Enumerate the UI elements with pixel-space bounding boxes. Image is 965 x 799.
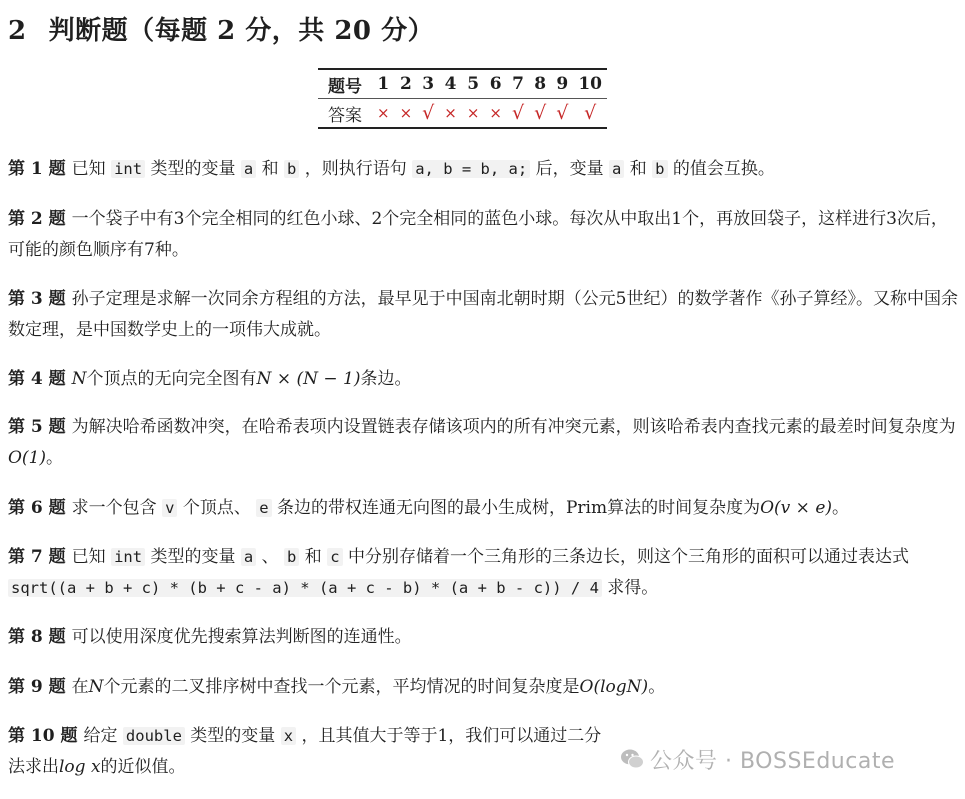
- question-text: 。: [46, 448, 64, 468]
- code-inline: a: [241, 548, 256, 566]
- question-text: 和: [624, 159, 653, 179]
- question-text: ，且其值大于等于1，我们可以通过二分法求出: [8, 726, 602, 777]
- answer-cell: √: [417, 99, 439, 129]
- question-number-cell: 9: [551, 69, 573, 99]
- code-inline: b: [284, 548, 299, 566]
- question-number-cell: 10: [573, 69, 607, 99]
- question-text: 求一个包含: [71, 498, 163, 518]
- question-number-cell: 2: [395, 69, 418, 99]
- answer-cell: √: [529, 99, 551, 129]
- question-7: [8, 542, 958, 604]
- question-number-cell: 5: [462, 69, 485, 99]
- question-number: 第 1 题: [8, 159, 66, 179]
- math-inline: N: [88, 677, 104, 697]
- answer-table-row-label: 答案: [318, 99, 372, 129]
- question-number-cell: 6: [484, 69, 507, 99]
- question-text: 。: [648, 677, 666, 697]
- question-text: ，则执行语句: [299, 159, 413, 179]
- question-text: 和: [256, 159, 285, 179]
- code-inline: b: [652, 160, 667, 178]
- code-inline: a: [241, 160, 256, 178]
- code-inline: a, b = b, a;: [412, 160, 530, 178]
- question-number-cell: 8: [529, 69, 551, 99]
- answer-cell: ×: [395, 99, 418, 129]
- question-text: 的值会互换。: [667, 159, 775, 179]
- question-text: 给定: [83, 726, 123, 746]
- question-number: 第 2 题: [8, 209, 66, 229]
- question-8: [8, 622, 958, 653]
- question-text: 个顶点的无向完全图有: [86, 369, 257, 389]
- question-text: 的近似值。: [100, 757, 186, 777]
- answer-table-header-row: [318, 69, 607, 99]
- question-number: 第 3 题: [8, 289, 66, 309]
- code-inline: sqrt((a + b + c) * (b + c - a) * (a + c - b) * (a + b - c)) / 4: [8, 579, 602, 597]
- section-title: [8, 10, 434, 47]
- math-inline: log x: [59, 757, 101, 777]
- question-text: 。: [832, 498, 850, 518]
- question-10: [8, 721, 608, 783]
- code-inline: e: [256, 499, 271, 517]
- question-text: 可以使用深度优先搜索算法判断图的连通性。: [71, 627, 412, 647]
- watermark-text: 公众号 · BOSSEducate: [650, 749, 895, 774]
- question-text: 已知: [71, 547, 112, 567]
- question-2: [8, 204, 958, 266]
- question-text: 类型的变量: [145, 547, 241, 567]
- question-text: 一个袋子中有3个完全相同的红色小球、2个完全相同的蓝色小球。每次从中取出1个，再放回袋子，这样进行3次后，可能的颜色顺序有7种。: [8, 209, 948, 260]
- question-number: 第 9 题: [8, 677, 66, 697]
- question-number: 第 10 题: [8, 726, 78, 746]
- question-text: 和: [299, 547, 328, 567]
- question-text: 个元素的二叉排序树中查找一个元素，平均情况的时间复杂度是: [103, 677, 580, 697]
- question-number-cell: 7: [507, 69, 529, 99]
- question-9: [8, 672, 958, 703]
- code-inline: b: [284, 160, 299, 178]
- section-number: 2: [8, 16, 27, 46]
- question-text: 为解决哈希函数冲突，在哈希表项内设置链表存储该项内的所有冲突元素，则该哈希表内查找元素的最差时间复杂度为: [71, 417, 956, 437]
- question-text: 在: [71, 677, 89, 697]
- wechat-icon: [620, 748, 644, 776]
- math-inline: O(v × e): [760, 498, 833, 518]
- answer-table-answer-row: [318, 99, 607, 129]
- question-text: 条边的带权连通无向图的最小生成树，Prim算法的时间复杂度为: [271, 498, 761, 518]
- question-1: [8, 154, 958, 185]
- question-number: 第 6 题: [8, 498, 66, 518]
- question-number-cell: 3: [417, 69, 439, 99]
- code-inline: double: [123, 727, 185, 745]
- answer-cell: ×: [484, 99, 507, 129]
- question-number: 第 7 题: [8, 547, 66, 567]
- math-inline: N: [71, 369, 87, 389]
- watermark: [620, 744, 895, 776]
- math-inline: O(1): [8, 448, 47, 468]
- answer-cell: ×: [439, 99, 462, 129]
- question-text: 后，变量: [530, 159, 609, 179]
- answer-cell: ×: [462, 99, 485, 129]
- question-text: 、: [256, 547, 285, 567]
- question-text: 个顶点、: [177, 498, 257, 518]
- question-number: 第 5 题: [8, 417, 66, 437]
- code-inline: x: [281, 727, 296, 745]
- question-5: [8, 412, 958, 474]
- question-number-cell: 4: [439, 69, 462, 99]
- question-3: [8, 284, 958, 346]
- code-inline: int: [111, 160, 145, 178]
- question-number: 第 8 题: [8, 627, 66, 647]
- question-text: 条边。: [360, 369, 412, 389]
- question-text: 已知: [71, 159, 112, 179]
- code-inline: c: [327, 548, 342, 566]
- question-text: 中分别存储着一个三角形的三条边长，则这个三角形的面积可以通过表达式: [342, 547, 909, 567]
- answer-cell: √: [507, 99, 529, 129]
- section-heading: 判断题（每题 2 分，共 20 分）: [48, 16, 435, 46]
- answer-cell: √: [573, 99, 607, 129]
- question-text: 求得。: [601, 578, 659, 598]
- math-inline: N × (N − 1): [256, 369, 361, 389]
- answer-table: [318, 68, 607, 129]
- code-inline: int: [111, 548, 145, 566]
- question-number-cell: 1: [372, 69, 395, 99]
- math-inline: O(logN): [579, 677, 649, 697]
- code-inline: v: [162, 499, 177, 517]
- answer-cell: √: [551, 99, 573, 129]
- question-text: 孙子定理是求解一次同余方程组的方法，最早见于中国南北朝时期（公元5世纪）的数学著作《孙子算经》。又称中国余数定理，是中国数学史上的一项伟大成就。: [8, 289, 958, 340]
- question-number: 第 4 题: [8, 369, 66, 389]
- answer-table-header-label: 题号: [318, 69, 372, 99]
- question-text: 类型的变量: [184, 726, 281, 746]
- question-6: [8, 493, 958, 524]
- question-text: 类型的变量: [145, 159, 241, 179]
- answer-cell: ×: [372, 99, 395, 129]
- question-4: [8, 364, 958, 395]
- code-inline: a: [609, 160, 624, 178]
